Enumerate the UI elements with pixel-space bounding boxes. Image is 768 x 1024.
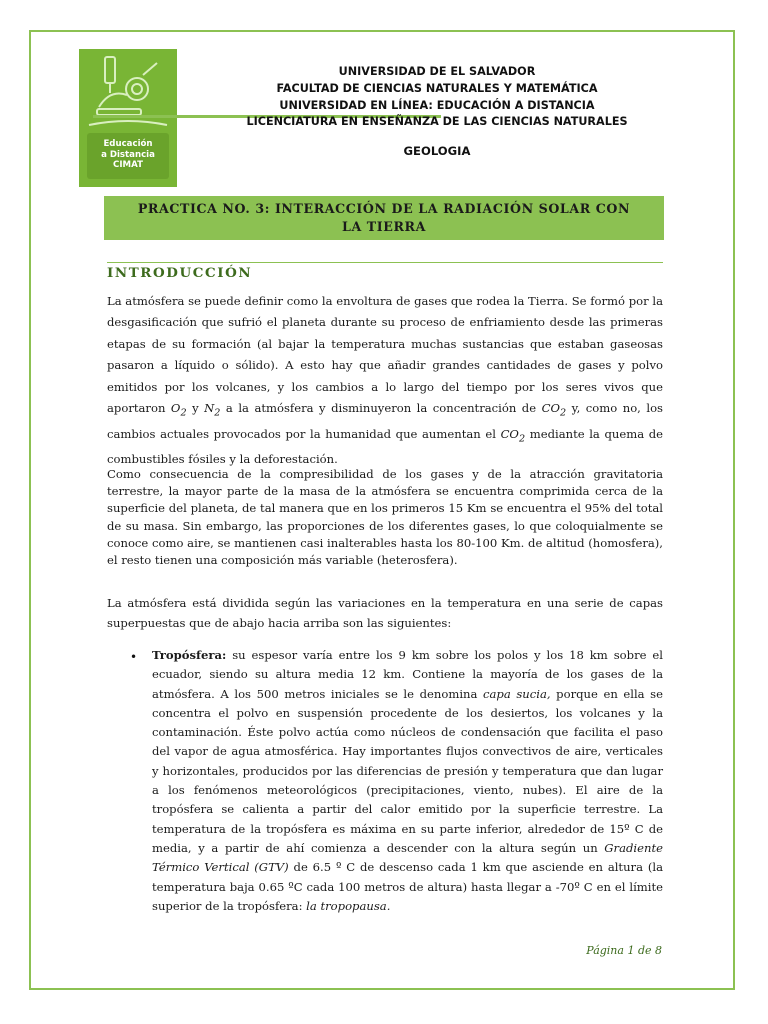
text-run: mediante la quema de combustibles fósiles y la deforestación. <box>107 426 663 467</box>
logo-line: a Distancia <box>101 149 155 160</box>
subject-title: GEOLOGIA <box>403 144 471 158</box>
text-run: porque en ella se concentra el polvo en suspensión procedente de los desiertos, los volcanes y la contaminación. Éste polvo actúa como núcleos de condensación que facilita el paso del vapor de agua atmosférica. Hay importantes flujos convectivos de aire, verticales y horizontales, producidos por las diferencias de presión y temperatura que dan lugar a los fenómenos meteorológicos (precipitaciones, viento, nubes). El aire de la tropósfera se calienta a partir del calor emitido por la superficie terrestre. La temperatura de la tropósfera es máxima en su parte inferior, alrededor de 15º C de media, y a partir de ahí comienza a descender con la altura según un <box>152 686 663 855</box>
paragraph-intro <box>107 291 663 471</box>
term-tropopausa: la tropopausa. <box>306 898 391 913</box>
formula-subscript: 2 <box>518 433 526 445</box>
formula-n2: N <box>204 401 215 416</box>
formula-co2: CO <box>541 401 560 416</box>
text-run: a la atmósfera y disminuyeron la concentración de <box>220 401 542 416</box>
list-item-troposphere <box>152 646 663 916</box>
term-gtv: Gradiente Térmico Vertical (GTV) <box>152 840 663 875</box>
formula-subscript: 2 <box>180 407 187 419</box>
header-line-university: UNIVERSIDAD DE EL SALVADOR <box>338 65 536 78</box>
term-capa-sucia: capa sucia, <box>483 686 551 701</box>
text-run: su espesor varía entre los 9 km sobre los polos y los 18 km sobre el ecuador, siendo su altura media 12 km. Contiene la mayoría de los gases de la atmósfera. A los 500 metros iniciales se le denomina <box>152 648 663 701</box>
text-run: La atmósfera se puede definir como la envoltura de gases que rodea la Tierra. Se formó por la desgasificación que sufrió el planeta durante su proceso de enfriamiento desde las primeras etapas de su formación (al bajar la temperatura muchas sustancias que estaban gaseosas pasaron a líquido o sólido). A esto hay que añadir grandes cantidades de gases y polvo emitidos por los volcanes, y los cambios a lo largo del tiempo por los seres vivos que aportaron <box>107 294 663 416</box>
header-line-online: UNIVERSIDAD EN LÍNEA: EDUCACIÓN A DISTANCIA <box>279 98 595 112</box>
formula-subscript: 2 <box>214 407 221 419</box>
paragraph-compressibility: Como consecuencia de la compresibilidad de los gases y de la atracción gravitatoria terrestre, la mayor parte de la masa de la atmósfera se encuentra comprimida cerca de la superficie del planeta, de tal manera que en los primeros 15 Km se encuentra el 95% del total de su masa. Sin embargo, las proporciones de los diferentes gases, lo que coloquialmente se conoce como aire, se mantienen casi inalterables hasta los 80-100 Km. de altitud (homosfera), el resto tienen una composición más variable (heterosfera). <box>107 467 663 568</box>
text-run: y <box>186 401 205 416</box>
page-number: Página 1 de 8 <box>586 944 662 957</box>
paragraph-layers: La atmósfera está dividida según las variaciones en la temperatura en una serie de capas superpuestas que de abajo hacia arriba son las siguientes: <box>107 596 663 630</box>
term-troposphere: Tropósfera: <box>152 648 227 662</box>
section-divider <box>107 262 663 263</box>
formula-co2: CO <box>500 426 519 441</box>
formula-o2: O <box>170 401 181 416</box>
cimat-logo <box>79 49 177 187</box>
text-run: de 6.5 º C de descenso cada 1 km que asciende en altura (la temperatura baja 0.65 ºC cada 100 metros de altura) hasta llegar a -70º C en el límite superior de la tropósfera: <box>152 860 663 913</box>
formula-subscript: 2 <box>559 407 567 419</box>
bullet-marker: • <box>130 650 138 664</box>
header-line-faculty: FACULTAD DE CIENCIAS NATURALES Y MATEMÁTICA <box>276 81 598 95</box>
section-heading: INTRODUCCIÓN <box>107 265 253 281</box>
practice-title-bar <box>104 196 664 240</box>
practice-title: PRACTICA NO. 3: INTERACCIÓN DE LA RADIACIÓN SOLAR CON LA TIERRA <box>137 201 631 234</box>
logo-line: CIMAT <box>113 160 143 170</box>
university-header <box>230 64 644 131</box>
logo-line: Educación <box>103 139 153 149</box>
text-run: y, como no, los cambios actuales provocados por la humanidad que aumentan el <box>107 401 663 441</box>
header-line-degree: LICENCIATURA EN ENSEÑANZA DE LAS CIENCIAS NATURALES <box>246 115 628 129</box>
